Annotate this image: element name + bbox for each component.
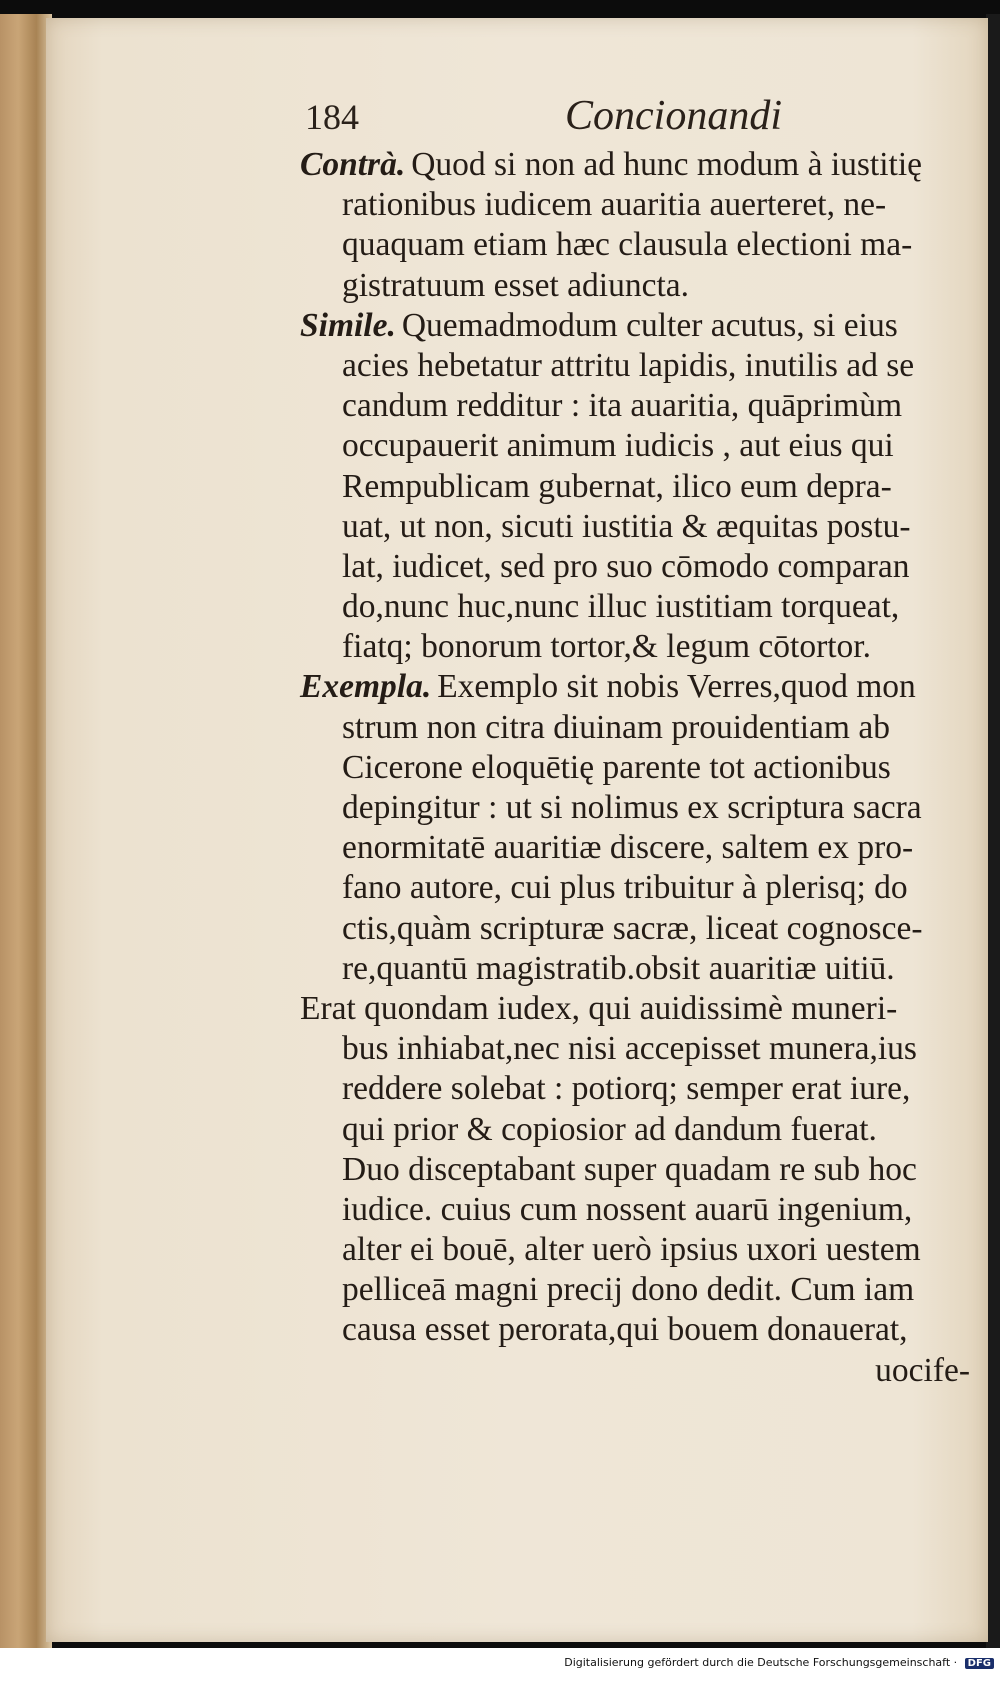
line-text: gistratuum esset adiuncta. xyxy=(342,266,690,304)
margin-label: Exempla. xyxy=(300,668,432,706)
line-text: enormitatē auaritiæ discere, saltem ex pro- xyxy=(342,829,914,867)
line-text: Quemadmodum culter acutus, si eius xyxy=(401,306,898,344)
text-line xyxy=(300,949,980,989)
line-text: causa esset perorata,qui bouem donauerat, xyxy=(342,1311,908,1349)
text-line xyxy=(300,989,980,1029)
line-text: quaquam etiam hæc clausula electioni ma- xyxy=(342,226,913,264)
text-line xyxy=(300,667,980,707)
line-text: lat, iudicet, sed pro suo cōmodo comparan xyxy=(342,547,910,585)
catchword: uocife- xyxy=(875,1351,970,1389)
text-line xyxy=(300,1310,980,1350)
text-line xyxy=(300,1069,980,1109)
text-line xyxy=(300,266,980,306)
line-text: occupauerit animum iudicis , aut eius qui xyxy=(342,427,894,465)
text-line xyxy=(300,909,980,949)
text-line xyxy=(300,1270,980,1310)
text-line xyxy=(300,1230,980,1270)
page-header xyxy=(305,93,785,146)
line-text: strum non citra diuinam prouidentiam ab xyxy=(342,708,890,746)
text-line xyxy=(300,788,980,828)
line-text: rationibus iudicem auaritia auerteret, ne- xyxy=(342,186,887,224)
line-text: do,nunc huc,nunc illuc iustitiam torqueat, xyxy=(342,588,900,626)
margin-label: Contrà. xyxy=(300,146,406,183)
line-text: acies hebetatur attritu lapidis, inutilis ad se xyxy=(342,346,915,384)
line-text: Quod si non ad hunc modum à iustitię xyxy=(411,146,923,183)
text-line xyxy=(300,467,980,507)
text-line xyxy=(300,426,980,466)
text-line xyxy=(300,185,980,225)
text-line xyxy=(300,386,980,426)
line-text: depingitur : ut si nolimus ex scriptura sacra xyxy=(342,789,922,826)
text-line xyxy=(300,225,980,265)
text-line xyxy=(300,868,980,908)
margin-label: Simile. xyxy=(300,306,396,344)
text-line xyxy=(300,828,980,868)
text-line xyxy=(300,1029,980,1069)
line-text: bus inhiabat,nec nisi accepisset munera,ius xyxy=(342,1030,917,1068)
line-text: Cicerone eloquētię parente tot actionibus xyxy=(342,748,891,786)
text-line xyxy=(300,1190,980,1230)
running-title: Concionandi xyxy=(565,93,782,139)
book-spine-edge xyxy=(0,14,52,1648)
line-text: uat, ut non, sicuti iustitia & æquitas postu- xyxy=(342,507,911,545)
line-text: reddere solebat : potiorq; semper erat iure, xyxy=(342,1070,911,1108)
line-text: fano autore, cui plus tribuitur à plerisq; do xyxy=(342,869,908,907)
line-text: fiatq; bonorum tortor,& legum cōtortor. xyxy=(342,628,871,666)
text-line xyxy=(300,1110,980,1150)
text-line xyxy=(300,306,980,346)
text-line xyxy=(300,1150,980,1190)
body-text xyxy=(300,145,980,1391)
line-text: alter ei bouē, alter uerò ipsius uxori uestem xyxy=(342,1231,921,1269)
line-text: qui prior & copiosior ad dandum fuerat. xyxy=(342,1110,877,1148)
line-text: Exemplo sit nobis Verres,quod mon xyxy=(437,668,916,706)
line-text: candum redditur : ita auaritia, quāprimùm xyxy=(342,387,903,425)
dfg-logo-icon: DFG xyxy=(965,1658,994,1669)
line-text: Duo disceptabant super quadam re sub hoc xyxy=(342,1150,917,1188)
text-line xyxy=(300,748,980,788)
text-line xyxy=(300,627,980,667)
text-line xyxy=(300,346,980,386)
line-text: pelliceā magni precij dono dedit. Cum iam xyxy=(342,1271,915,1309)
page-number: 184 xyxy=(305,97,359,137)
text-line xyxy=(300,145,980,185)
text-line xyxy=(300,587,980,627)
digitization-footer xyxy=(564,1656,994,1669)
line-text: Rempublicam gubernat, ilico eum depra- xyxy=(342,467,892,505)
line-text: re,quantū magistratib.obsit auaritiæ uitiū. xyxy=(342,949,895,987)
text-line xyxy=(300,708,980,748)
page-outer-edge xyxy=(986,14,1000,1648)
footer-text: Digitalisierung gefördert durch die Deutsche Forschungsgemeinschaft · xyxy=(564,1656,958,1669)
text-line xyxy=(300,547,980,587)
line-text: Erat quondam iudex, qui auidissimè muneri- xyxy=(300,989,898,1027)
text-line xyxy=(300,507,980,547)
line-text: ctis,quàm scripturæ sacræ, liceat cognosce- xyxy=(342,909,923,947)
line-text: iudice. cuius cum nossent auarū ingenium, xyxy=(342,1190,913,1228)
